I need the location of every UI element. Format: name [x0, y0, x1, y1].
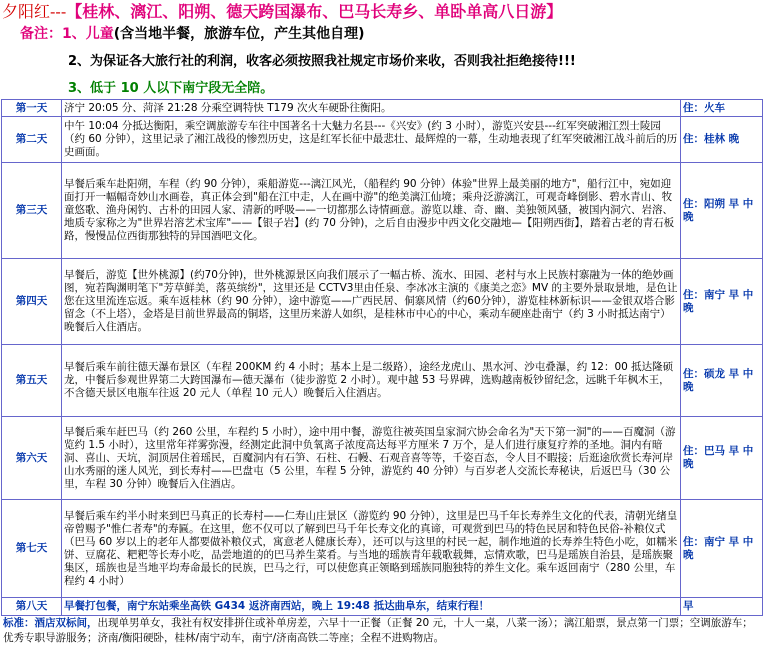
note-1-text: (含当地半餐，旅游车位，产生其他自理)	[113, 26, 365, 42]
day-label: 第二天	[2, 117, 62, 163]
note-2: 2、为保证各大旅行社的利润，收客必须按照我社规定市场价来收，否则我社拒绝接待!!!	[68, 54, 576, 69]
note-3: 3、低于 10 人以下南宁段无全陪。	[68, 81, 274, 96]
standard-text: 出现单男单女，我社有权安排拼住或补单房差，六早十一正餐（正餐 20 元，十人一桌，八菜一汤）；漓江船票，景点第一门票；空调旅游车；优秀专职导游服务；济南/衡阳硬卧，桂林/南宁动车，南宁/济南高铁二等座；全程不进购物店。	[3, 617, 753, 644]
page-title	[2, 1, 562, 23]
day-description: 早餐后乘车赴阳朔，车程（约 90 分钟），乘船游览---漓江风光，（船程约 90 分钟）体验"世界上最美丽的地方"，船行江中，宛如迎面打开一幅幅奇妙山水画卷，真正体会到"船在江中走，人在画中游"的绝美漓江仙境；乘舟泛游漓江，可观奇峰倒影、碧水青山、牧童悠歌、渔舟闲钓、古朴的田园人家、清新的呼吸——一切都那么诗情画意。游览以雄、奇、幽、美独领风骚，被国内洞穴、岩溶、地质专家称之为"世界岩溶艺术宝库"——【银子岩】(约 70 分钟)，之后自由漫步中西文化交融地—【阳朔西街】，踏着古老的青石板路，慢慢品位西街那独特的异国酒吧文化。	[62, 163, 681, 259]
accommodation: 住：巴马 早 中 晚	[681, 417, 763, 500]
accommodation: 住：硕龙 早 中 晚	[681, 345, 763, 417]
accommodation: 早	[681, 598, 763, 616]
table-row	[2, 259, 763, 345]
accommodation: 住：火车	[681, 100, 763, 117]
title-main: 【桂林、漓江、阳朔、德天跨国瀑布、巴马长寿乡、单卧单高八日游】	[66, 2, 563, 21]
day-description: 早餐后乘车赶巴马（约 260 公里，车程约 5 小时），途中用中餐，游览往被英国皇家洞穴协会命名为"天下第一洞"的——百魔洞（游览约 1.5 小时），这里常年祥雾弥漫，经测定此洞中负氧离子浓度高达每平方厘米 7 万个，是人们进行康复疗养的圣地。洞内有暗洞、喜山、天坑，洞顶居住着瑶民，百魔洞内有石笋、石柱、石幔、石观音喜等等，千姿百态，令人目不暇接；后逛途欣赏长寿河岸山水秀丽的迷人风光，到长寿村——巴盘屯（5 公里，车程 5 分钟，游览约 40 分钟）与百岁老人交流长寿秘诀，后返巴马（30 公里，车程 30 分钟）晚餐后入住酒店。	[62, 417, 681, 500]
day-description: 济宁 20:05 分、菏泽 21:28 分乘空调特快 T179 次火车硬卧往衡阳。	[62, 100, 681, 117]
table-row	[2, 417, 763, 500]
accommodation: 住：阳朔 早 中 晚	[681, 163, 763, 259]
table-row	[2, 500, 763, 598]
day-description: 中午 10:04 分抵达衡阳，乘空调旅游专车往中国著名十大魅力名县---《兴安》(约 3 小时），游览兴安县---红军突破湘江烈士陵园（约 60 分钟），这里记录了湘江战役的惨烈历史，这是红军长征中最悲壮、最辉煌的一幕，生动地表现了红军突破湘江战斗前后的历史画面。	[62, 117, 681, 163]
day-description: 早餐后乘车前往德天瀑布景区（车程 200KM 约 4 小时；基本上是二级路），途经龙虎山、黑水河、沙屯叠瀑，约 12：00 抵达隆硕龙，中餐后参观世界第二大跨国瀑布—德天瀑布（徒步游览 2 小时）。观中越 53 号界碑，选购越南板钞留纪念，远眺千年枫木王，不含德天景区电瓶车往返 20 元人（单程 10 元人）晚餐后入住酒店。	[62, 345, 681, 417]
day-label: 第三天	[2, 163, 62, 259]
day-label: 第六天	[2, 417, 62, 500]
title-route: 夕阳红---	[2, 2, 67, 21]
footer-standards	[3, 616, 761, 646]
accommodation: 住：桂林 晚	[681, 117, 763, 163]
table-row	[2, 117, 763, 163]
table-row	[2, 100, 763, 117]
day-label: 第一天	[2, 100, 62, 117]
day-description: 早餐后，游览【世外桃源】(约70分钟)，世外桃源景区向我们展示了一幅古桥、流水、田园、老村与水上民族村寨融为一体的绝妙画图，宛若陶渊明笔下"芳草鲜美，落英缤纷"，这里还是 CCTV3里由任泉、李冰冰主演的《康美之恋》MV 的主要外景取景地，是色让您在这里流连忘返。乘车返桂林（约 90 分钟），途中游览——广西民居、侗寨风情（约60分钟），游览桂林新标识——金银双塔合影留念（不上塔），金塔是目前世界最高的铜塔，这里历来游人如织，是桂林市中心的中心，乘动车硬座赴南宁（约 3 小时抵达南宁）晚餐后入住酒店。	[62, 259, 681, 345]
table-row	[2, 598, 763, 616]
standard-label: 标准：酒店双标间，	[3, 617, 98, 629]
day-label: 第七天	[2, 500, 62, 598]
day-description: 早餐打包餐，南宁东站乘坐高铁 G434 返济南西站，晚上 19:48 抵达曲阜东，结束行程！	[62, 598, 681, 616]
itinerary-table	[1, 99, 763, 616]
table-row	[2, 345, 763, 417]
day-label: 第四天	[2, 259, 62, 345]
day-label: 第五天	[2, 345, 62, 417]
note-label: 备注：1、儿童	[20, 26, 114, 42]
accommodation: 住：南宁 早 中 晚	[681, 500, 763, 598]
note-1	[20, 25, 365, 43]
table-row	[2, 163, 763, 259]
accommodation: 住：南宁 早 中 晚	[681, 259, 763, 345]
day-label: 第八天	[2, 598, 62, 616]
day-description: 早餐后乘车约半小时来到巴马真正的长寿村——仁寿山庄景区（游览约 90 分钟），这里是巴马千年长寿养生文化的代表，清朝光绪皇帝曾赐予"惟仁者寿"的寿匾。在这里，您不仅可以了解到巴马千年长寿文化的真谛，可观赏到巴马的特色民居和特色民俗-补粮仪式（巴马 60 岁以上的老年人都要做补粮仪式，寓意老人健康长寿），还可以与这里的村民一起，制作地道的长寿养生特色小吃，如糯米饼、豆腐花、粑粑等长寿小吃，品尝地道的的巴马养生菜肴。与当地的瑶族青年载歌载舞，忘情欢歌，巴马是瑶族自治县，是瑶族聚集区，瑶族也是当地平均寿命最长的民族，巴马之行，可以使您真正领略到瑶族同胞独特的养生文化。乘车返回南宁（280 公里，车程约 4 小时）	[62, 500, 681, 598]
